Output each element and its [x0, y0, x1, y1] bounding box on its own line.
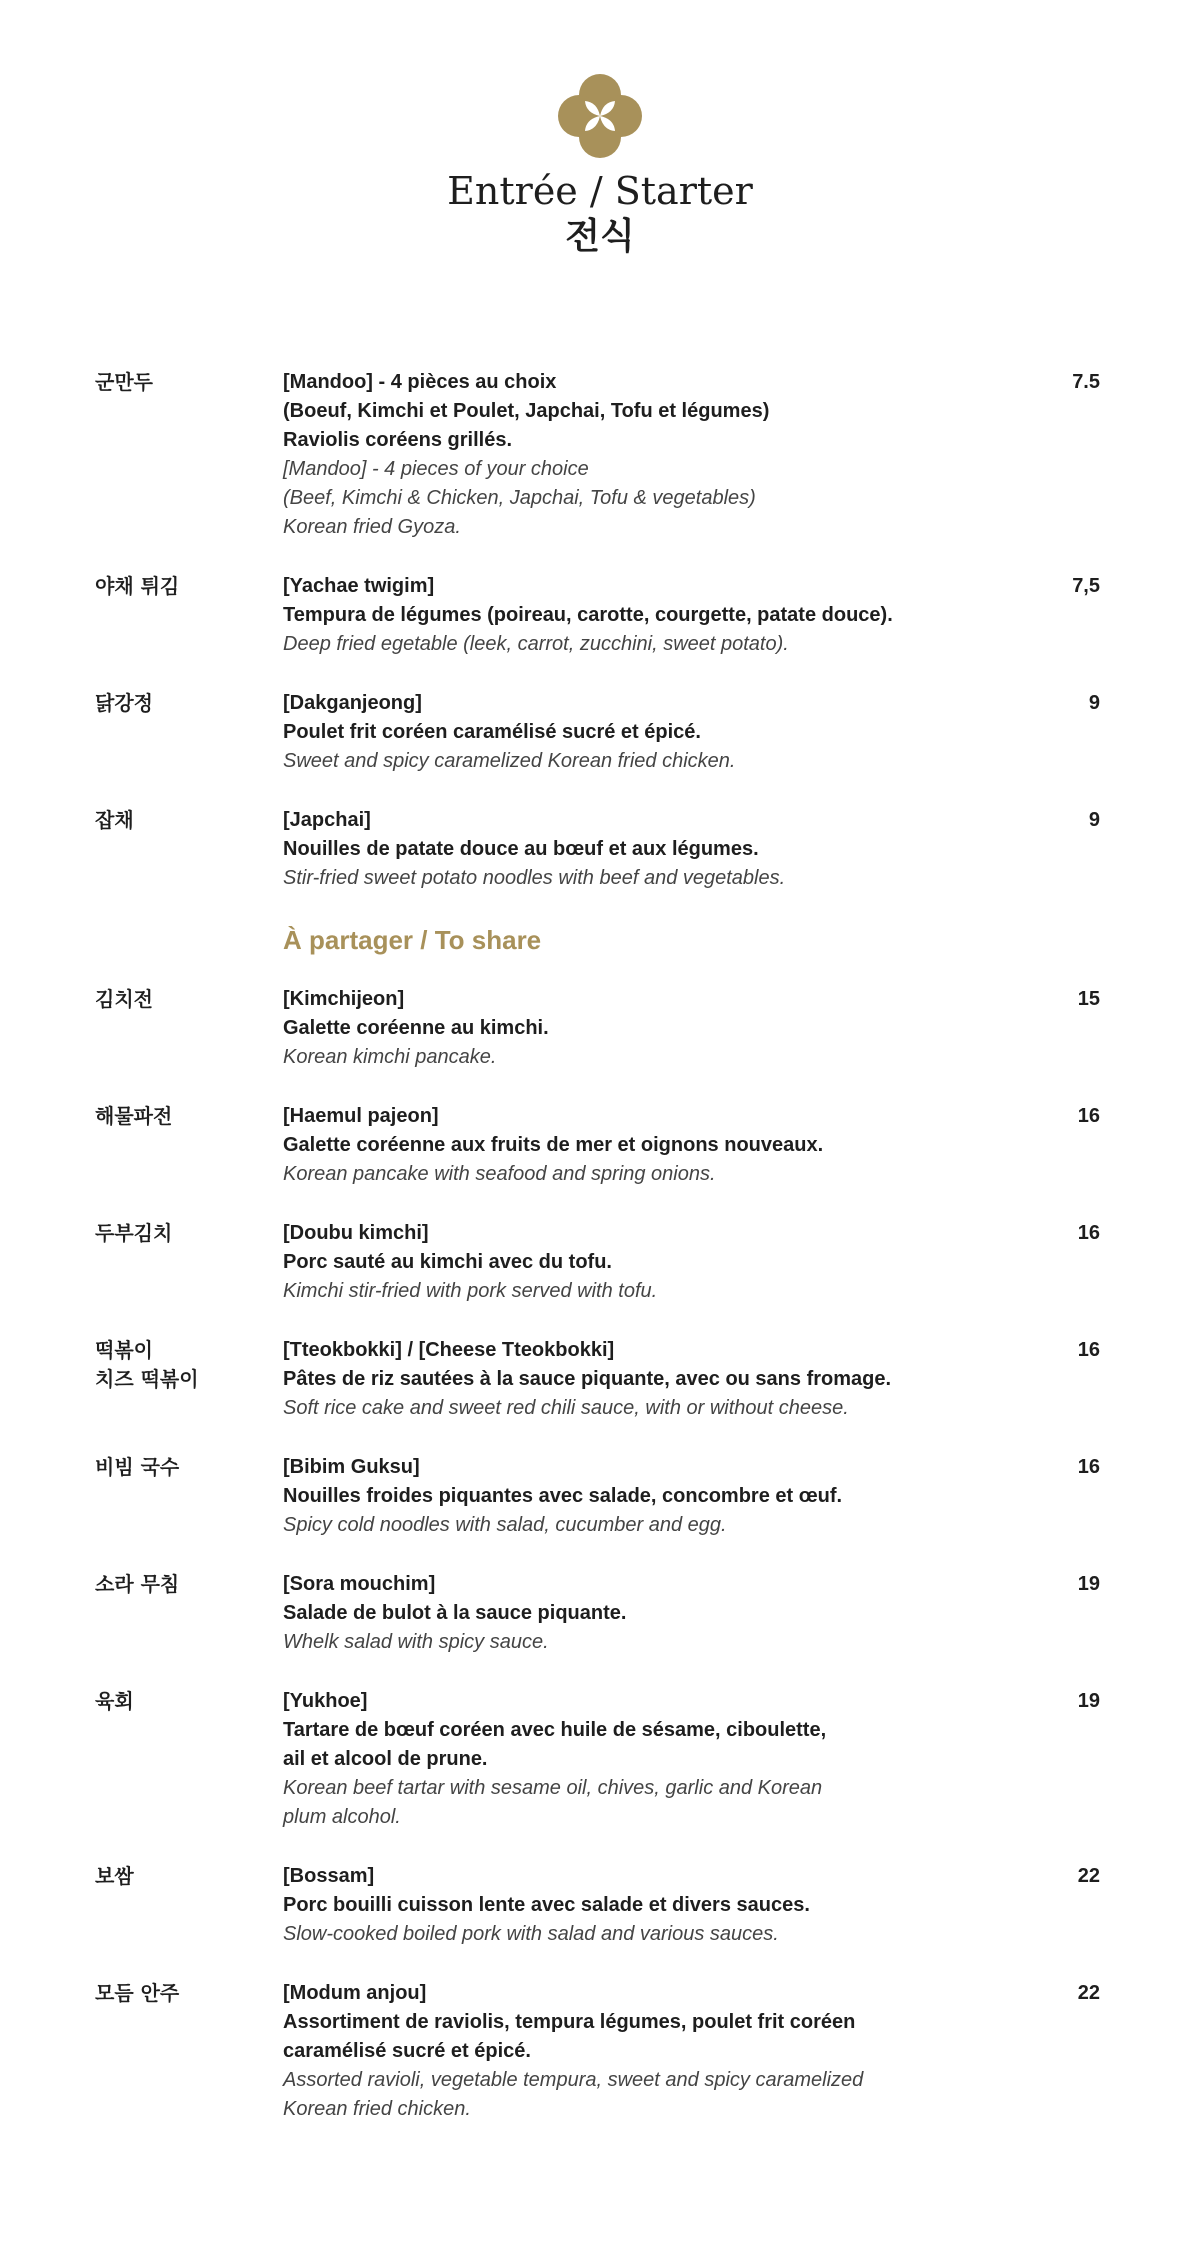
item-english-line: Korean fried chicken. — [283, 2098, 471, 2120]
item-description — [283, 1219, 1053, 1306]
page-title-korean: 전식 — [565, 216, 635, 257]
item-french-line: Tempura de légumes (poireau, carotte, courgette, patate douce). — [283, 604, 893, 626]
item-price: 22 — [1077, 1982, 1100, 2004]
item-french-line: [Modum anjou] — [283, 1982, 427, 2004]
item-french-line: Galette coréenne au kimchi. — [283, 1017, 549, 1039]
item-price: 16 — [1077, 1222, 1100, 1244]
item-price: 19 — [1077, 1573, 1100, 1595]
item-english-line: (Beef, Kimchi & Chicken, Japchai, Tofu & vegetables) — [283, 487, 756, 509]
item-korean-name: 닭강정 — [95, 691, 153, 715]
item-description — [283, 1336, 1053, 1423]
menu-item — [0, 1979, 1200, 2124]
item-english-line: Whelk salad with spicy sauce. — [283, 1631, 549, 1653]
menu-item — [0, 985, 1200, 1072]
item-description — [283, 1570, 1053, 1657]
item-french-line: Tartare de bœuf coréen avec huile de sésame, ciboulette, — [283, 1719, 827, 1741]
item-english-line: Korean pancake with seafood and spring onions. — [283, 1163, 716, 1185]
menu-item — [0, 572, 1200, 659]
item-french-line: Raviolis coréens grillés. — [283, 429, 512, 451]
item-korean-name: 김치전 — [95, 987, 153, 1011]
item-description — [283, 1979, 1053, 2124]
item-english-line: Deep fried egetable (leek, carrot, zucchini, sweet potato). — [283, 633, 789, 655]
item-korean-name: 보쌈 — [95, 1864, 134, 1888]
item-french-line: Nouilles froides piquantes avec salade, concombre et œuf. — [283, 1485, 843, 1507]
item-english-line: Assorted ravioli, vegetable tempura, sweet and spicy caramelized — [283, 2069, 864, 2091]
item-french-line: [Bossam] — [283, 1865, 375, 1887]
item-english-line: Kimchi stir-fried with pork served with tofu. — [283, 1280, 658, 1302]
item-french-line: [Yukhoe] — [283, 1690, 368, 1712]
item-french-line: Salade de bulot à la sauce piquante. — [283, 1602, 627, 1624]
item-english-line: Korean kimchi pancake. — [283, 1046, 497, 1068]
item-english-line: [Mandoo] - 4 pieces of your choice — [283, 458, 589, 480]
item-french-line: [Japchai] — [283, 809, 371, 831]
menu-item — [0, 1687, 1200, 1832]
flower-logo-icon — [558, 74, 642, 158]
item-french-line: Pâtes de riz sautées à la sauce piquante, avec ou sans fromage. — [283, 1368, 892, 1390]
item-korean-name: 군만두 — [95, 370, 153, 394]
item-english-line: plum alcohol. — [283, 1806, 401, 1828]
menu-item — [0, 1102, 1200, 1189]
item-french-line: [Tteokbokki] / [Cheese Tteokbokki] — [283, 1339, 615, 1361]
item-french-line: Porc sauté au kimchi avec du tofu. — [283, 1251, 612, 1273]
item-english-line: Soft rice cake and sweet red chili sauce, with or without cheese. — [283, 1397, 849, 1419]
item-korean-name: 잡채 — [95, 808, 134, 832]
item-korean-name: 야채 튀김 — [95, 574, 180, 598]
item-description — [283, 689, 1053, 776]
item-description — [283, 806, 1053, 893]
section-heading: À partager / To share — [283, 925, 542, 955]
item-french-line: (Boeuf, Kimchi et Poulet, Japchai, Tofu et légumes) — [283, 400, 770, 422]
item-french-line: [Haemul pajeon] — [283, 1105, 439, 1127]
item-french-line: [Bibim Guksu] — [283, 1456, 420, 1478]
item-korean-name: 비빔 국수 — [95, 1455, 180, 1479]
item-french-line: [Sora mouchim] — [283, 1573, 436, 1595]
menu-item — [0, 1862, 1200, 1949]
item-english-line: Sweet and spicy caramelized Korean fried chicken. — [283, 750, 736, 772]
item-price: 19 — [1077, 1690, 1100, 1712]
item-description — [283, 1102, 1053, 1189]
item-price: 9 — [1088, 692, 1100, 714]
item-description — [283, 1453, 1053, 1540]
item-price: 7,5 — [1072, 575, 1100, 597]
item-price: 9 — [1088, 809, 1100, 831]
item-price: 22 — [1077, 1865, 1100, 1887]
item-french-line: caramélisé sucré et épicé. — [283, 2040, 531, 2062]
item-price: 16 — [1077, 1339, 1100, 1361]
item-korean-name: 소라 무침 — [95, 1572, 180, 1596]
item-price: 16 — [1077, 1105, 1100, 1127]
menu-item — [0, 1570, 1200, 1657]
menu-item — [0, 368, 1200, 542]
item-korean-name: 모듬 안주 — [95, 1981, 180, 2005]
item-french-line: ail et alcool de prune. — [283, 1748, 488, 1770]
item-description — [283, 368, 1053, 542]
item-english-line: Slow-cooked boiled pork with salad and various sauces. — [283, 1923, 779, 1945]
item-price: 7.5 — [1072, 371, 1100, 393]
item-english-line: Stir-fried sweet potato noodles with beef and vegetables. — [283, 867, 786, 889]
item-description — [283, 985, 1053, 1072]
menu-item — [0, 1336, 1200, 1423]
menu-item — [0, 689, 1200, 776]
item-french-line: [Kimchijeon] — [283, 988, 405, 1010]
item-korean-name: 두부김치 — [95, 1221, 173, 1245]
item-french-line: [Dakganjeong] — [283, 692, 422, 714]
item-english-line: Spicy cold noodles with salad, cucumber and egg. — [283, 1514, 727, 1536]
item-description — [283, 572, 1053, 659]
item-english-line: Korean fried Gyoza. — [283, 516, 461, 538]
item-description — [283, 1862, 1053, 1949]
item-korean-name: 떡볶이 치즈 떡볶이 — [95, 1338, 199, 1391]
item-korean-name: 육회 — [95, 1689, 134, 1713]
item-french-line: [Mandoo] - 4 pièces au choix — [283, 371, 557, 393]
menu-item — [0, 1219, 1200, 1306]
item-french-line: [Doubu kimchi] — [283, 1222, 429, 1244]
item-price: 16 — [1077, 1456, 1100, 1478]
menu-item — [0, 1453, 1200, 1540]
item-description — [283, 1687, 1053, 1832]
item-french-line: [Yachae twigim] — [283, 575, 435, 597]
item-french-line: Galette coréenne aux fruits de mer et oignons nouveaux. — [283, 1134, 824, 1156]
item-korean-name: 해물파전 — [95, 1104, 173, 1128]
item-french-line: Porc bouilli cuisson lente avec salade et divers sauces. — [283, 1894, 810, 1916]
item-french-line: Assortiment de raviolis, tempura légumes, poulet frit coréen — [283, 2011, 856, 2033]
item-price: 15 — [1077, 988, 1100, 1010]
menu-list — [0, 368, 1200, 2154]
page-title: Entrée / Starter — [447, 169, 753, 213]
item-french-line: Nouilles de patate douce au bœuf et aux légumes. — [283, 838, 759, 860]
menu-item — [0, 806, 1200, 893]
item-english-line: Korean beef tartar with sesame oil, chives, garlic and Korean — [283, 1777, 823, 1799]
item-french-line: Poulet frit coréen caramélisé sucré et épicé. — [283, 721, 701, 743]
